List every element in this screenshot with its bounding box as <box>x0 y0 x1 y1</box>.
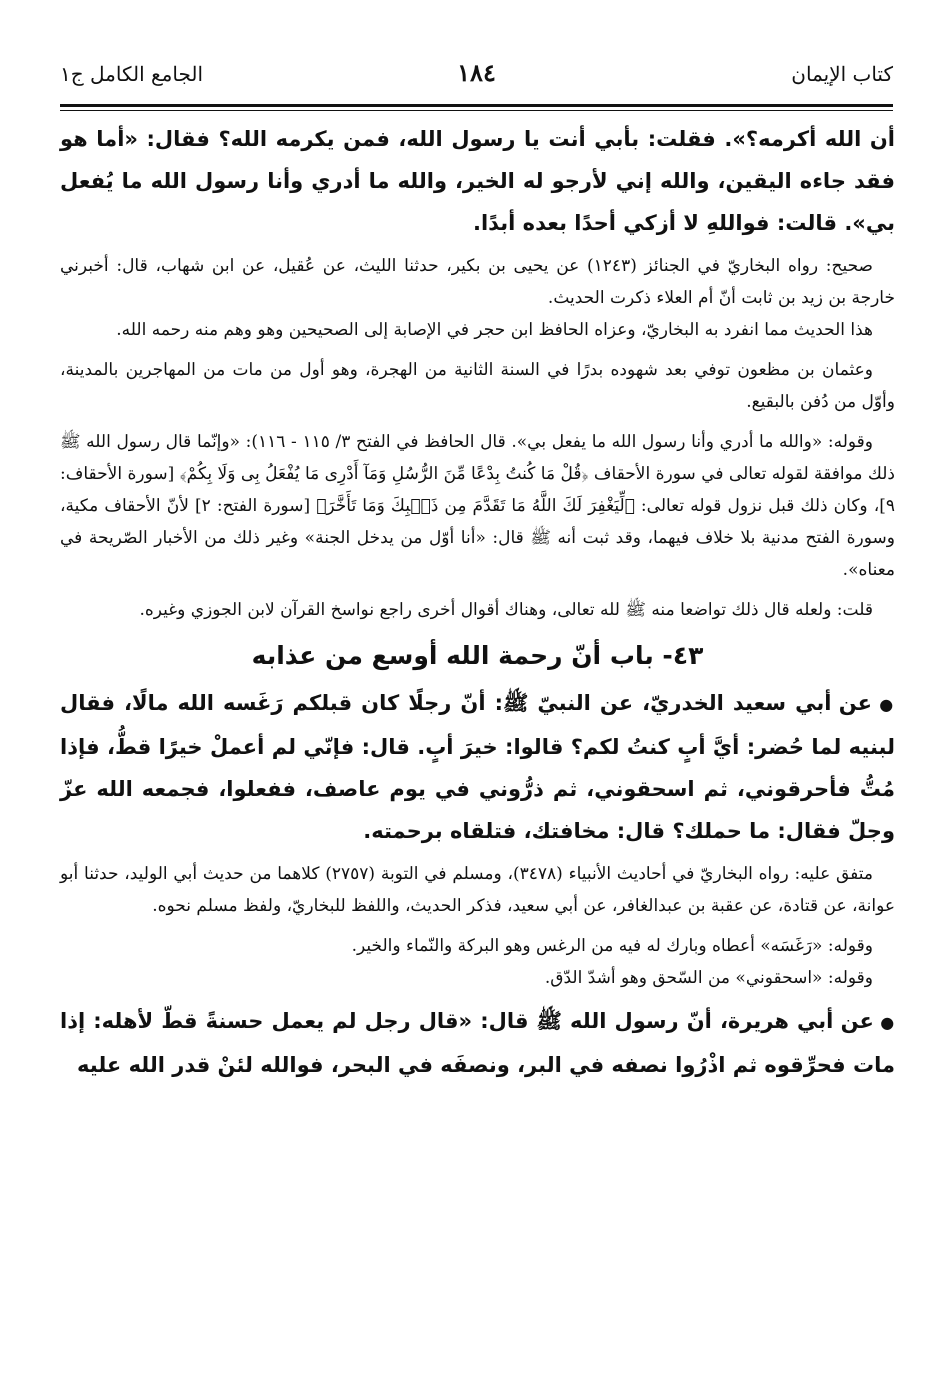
takhrij-note: صحيح: رواه البخاريّ في الجنائز (١٢٤٣) عن يحيى بن بكير، حدثنا الليث، عن عُقيل، عن ابن شهاب، قال: أخبرني خارجة بن زيد بن ثابت أنّ أم العلاء ذكرت الحديث. <box>60 256 895 308</box>
hadith-text: ● عن أبي هريرة، أنّ رسول الله ﷺ قال: «قال رجل لم يعمل حسنةً قطّ لأهله: إذا مات فحرِّقوه ثم اذْرُوا نصفه في البر، ونصفَه في البحر، فوالله لئنْ قدر الله عليه <box>60 1000 895 1086</box>
chapter-heading: ٤٣- باب أنّ رحمة الله أوسع من عذابه <box>251 641 704 670</box>
header-rule-thick <box>60 104 893 107</box>
volume-title: الجامع الكامل ج١ <box>60 62 204 86</box>
commentary-note: وقوله: «والله ما أدري وأنا رسول الله ما يفعل بي». قال الحافظ في الفتح ٣/ ١١٥ - ١١٦): «وإنّما قال رسول الله ﷺ ذلك موافقة لقوله تعالى في سورة الأحقاف ﴿قُلْ مَا كُنتُ بِدْعًا مِّنَ الرُّسُلِ وَمَآ أَدْرِى مَا يُفْعَلُ بِى وَلَا بِكُمْ﴾ [سورة الأحقاف: ٩]، وكان ذلك قبل نزول قوله تعالى: ﴿لِّيَغْفِرَ لَكَ اللَّهُ مَا تَقَدَّمَ مِن ذَنۢبِكَ وَمَا تَأَخَّرَ﴾ [سورة الفتح: ٢] لأنّ الأحقاف مكية، وسورة الفتح مدنية بلا خلاف فيهما، وقد ثبت أنه ﷺ قال: «أنا أوّل من يدخل الجنة» وغير ذلك من الأخبار الصّريحة في معناه». <box>60 432 895 580</box>
commentary-note: وعثمان بن مظعون توفي بعد شهوده بدرًا في السنة الثانية من الهجرة، وهو أول من مات من المهاجرين بالمدينة، وأوّل من دُفن بالبقيع. <box>60 360 895 412</box>
commentary-note: وقوله: «رَغَسَه» أعطاه وبارك له فيه من الرغس وهو البركة والنّماء والخير. <box>351 936 873 956</box>
commentary-note: قلت: ولعله قال ذلك تواضعا منه ﷺ لله تعالى، وهناك أقوال أخرى راجع نواسخ القرآن لابن الجوزي وغيره. <box>139 600 873 620</box>
commentary-note: هذا الحديث مما انفرد به البخاريّ، وعزاه الحافظ ابن حجر في الإصابة إلى الصحيحين وهو وهم منه رحمه الله. <box>116 320 873 340</box>
commentary-note: وقوله: «اسحقوني» من السّحق وهو أشدّ الدّق. <box>544 968 873 988</box>
takhrij-note: متفق عليه: رواه البخاريّ في أحاديث الأنبياء (٣٤٧٨)، ومسلم في التوبة (٢٧٥٧) كلاهما من حديث أبي الوليد، حدثنا أبو عوانة، عن قتادة، عن عقبة بن عبدالغافر، عن أبي سعيد، فذكر الحديث، واللفظ للبخاريّ، ولفظ مسلم نحوه. <box>60 864 895 916</box>
header-rule-thin <box>60 110 893 111</box>
page-header <box>60 58 893 98</box>
page-content <box>60 118 895 1086</box>
book-title: كتاب الإيمان <box>791 62 893 86</box>
page-number: ١٨٤ <box>457 58 496 87</box>
hadith-text-continued: أن الله أكرمه؟». فقلت: بأبي أنت يا رسول الله، فمن يكرمه الله؟ فقال: «أما هو فقد جاءه اليقين، والله إني لأرجو له الخير، والله ما أدري وأنا رسول الله ما يُفعل بي». قالت: فواللهِ لا أزكي أحدًا بعده أبدًا. <box>60 127 895 235</box>
hadith-text: ● عن أبي سعيد الخدريّ، عن النبيّ ﷺ: أنّ رجلًا كان قبلكم رَغَسه الله مالًا، فقال لبنيه لما حُضر: أيَّ أبٍ كنتُ لكم؟ قالوا: خيرَ أبٍ. قال: فإنّي لم أعملْ خيرًا قطُّ، فإذا مُتُّ فأحرقوني، ثم اسحقوني، ثم ذرُّوني في يوم عاصف، ففعلوا، فجمعه الله عزّ وجلّ فقال: ما حملك؟ قال: مخافتك، فتلقاه برحمته. <box>60 682 895 852</box>
